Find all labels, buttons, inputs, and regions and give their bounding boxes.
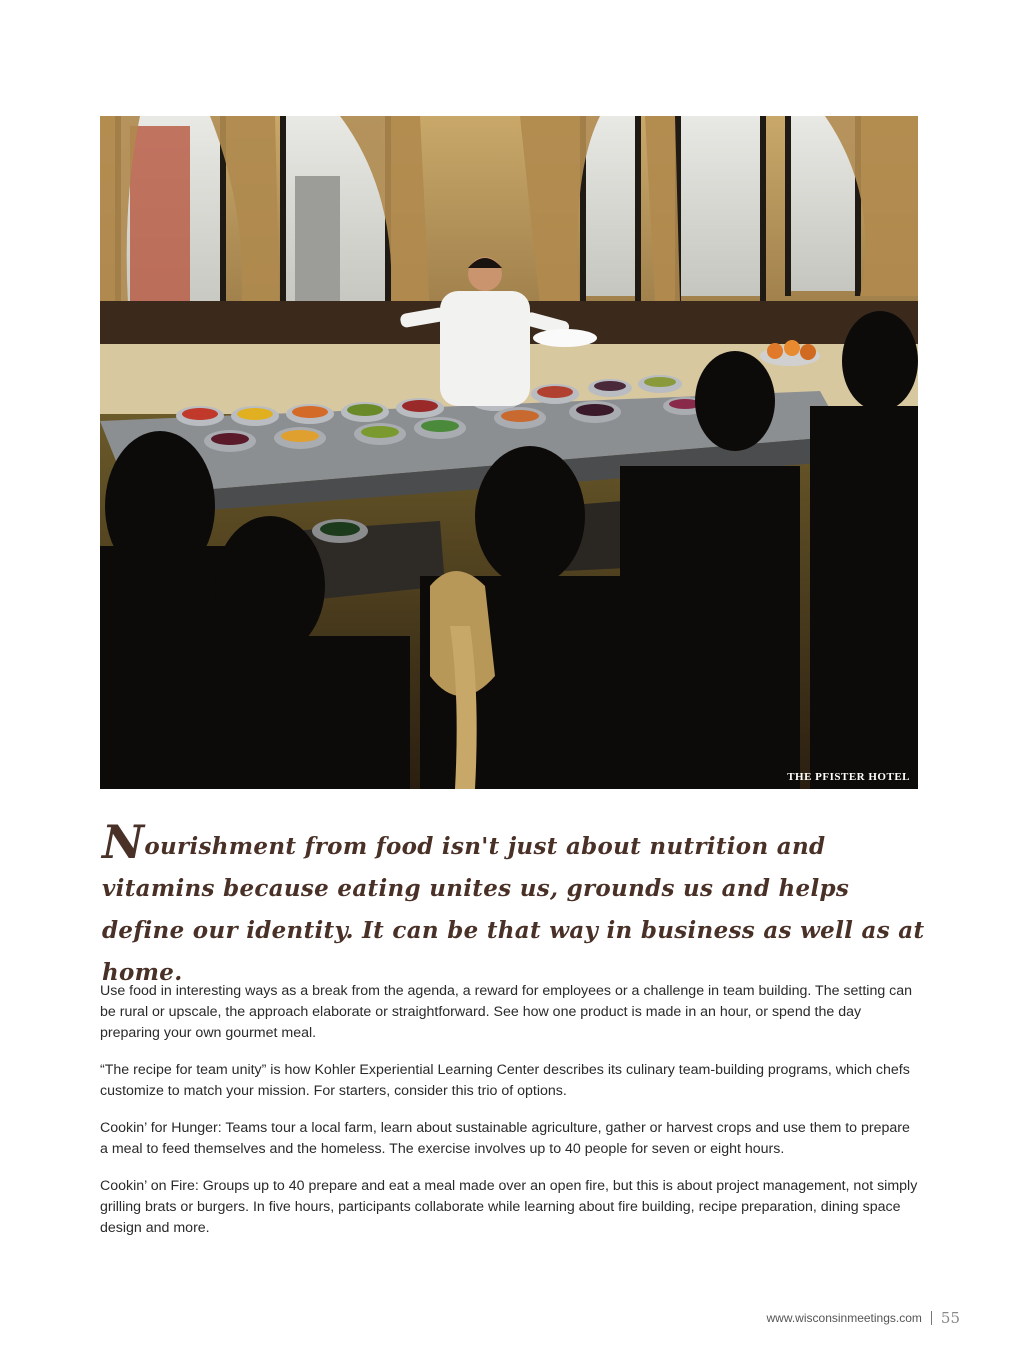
body-paragraph-1: Use food in interesting ways as a break from the agenda, a reward for employees or a challenge in team building. The setting can be rural or upscale, the approach elaborate or straightforward. See how one product is made in an hour, or spend the day preparing your own gourmet meal. xyxy=(100,983,913,1041)
article-body xyxy=(100,981,920,1255)
page-number: 55 xyxy=(940,1309,960,1327)
body-paragraph-3: Cookin’ for Hunger: Teams tour a local farm, learn about sustainable agriculture, gather or harvest crops and use them to prepare a meal to feed themselves and the homeless. The exercise involves up to 40 people for seven or eight hours. xyxy=(100,1120,910,1157)
body-paragraph-4: Cookin’ on Fire: Groups up to 40 prepare and eat a meal made over an open fire, but this is about project management, not simply grilling brats or burgers. In five hours, participants collaborate while learning about fire building, recipe preparation, dining space design and more. xyxy=(100,1178,918,1236)
body-paragraph-2: “The recipe for team unity” is how Kohler Experiential Learning Center describes its culinary team-building programs, which chefs customize to match your mission. For starters, consider this trio of options. xyxy=(100,1062,910,1099)
pull-quote-dropcap: N xyxy=(102,815,145,869)
photo-credit: THE PFISTER HOTEL xyxy=(787,771,910,783)
footer-url: www.wisconsinmeetings.com xyxy=(766,1311,922,1325)
pull-quote-text: ourishment from food isn't just about nutrition and vitamins because eating unites us, grounds us and helps define our identity. It can be that way in business as well as at home. xyxy=(102,833,925,986)
footer-divider xyxy=(931,1311,932,1325)
pull-quote xyxy=(102,815,926,994)
page-footer xyxy=(767,1309,960,1327)
hero-photo xyxy=(100,116,918,789)
chef-demonstration-image xyxy=(100,116,918,789)
